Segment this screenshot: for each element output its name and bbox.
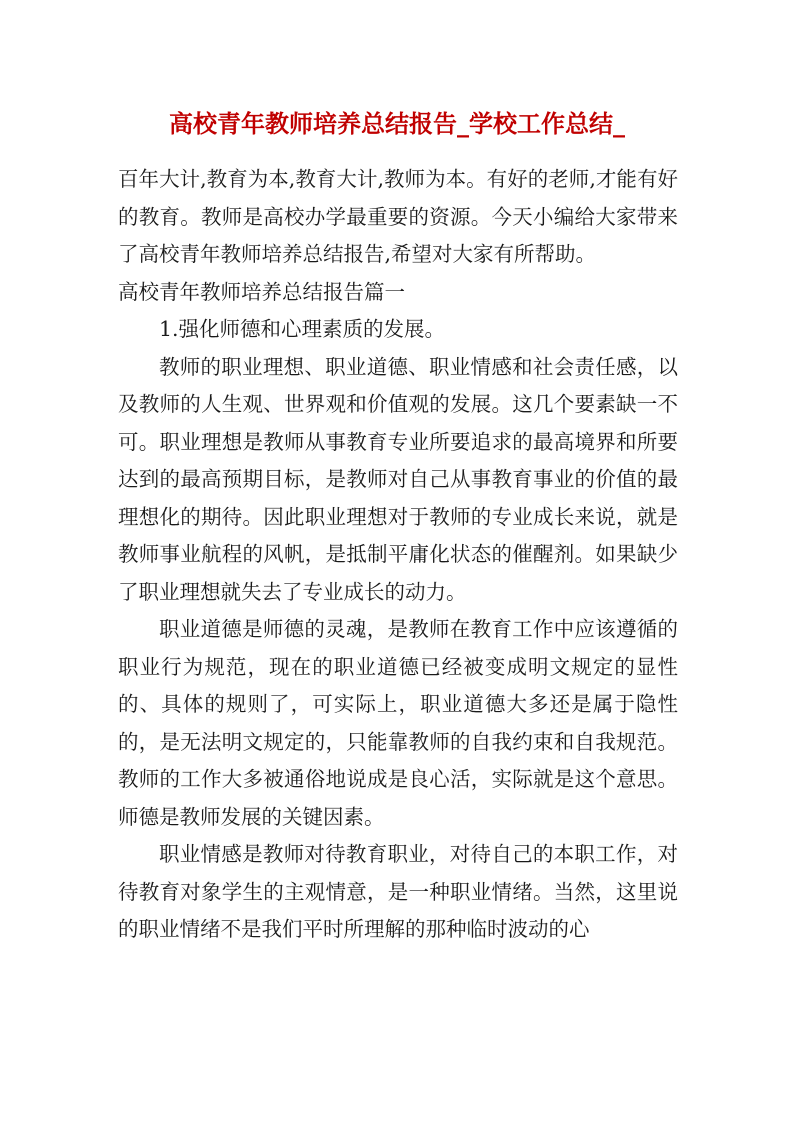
paragraph-career-ideal: 教师的职业理想、职业道德、职业情感和社会责任感，以及教师的人生观、世界观和价值观的发展。这几个要素缺一不可。职业理想是教师从事教育专业所要追求的最高境界和所要达到的最高预期目标，是教师对自己从事教育事业的价值的最理想化的期待。因此职业理想对于教师的专业成长来说，就是教师事业航程的风帆，是抵制平庸化状态的催醒剂。如果缺少了职业理想就失去了专业成长的动力。: [118, 354, 678, 604]
list-item-heading: 1.强化师德和心理素质的发展。: [159, 317, 446, 341]
paragraph-intro: 百年大计,教育为本,教育大计,教师为本。有好的老师,才能有好的教育。教师是高校办学最重要的资源。今天小编给大家带来了高校青年教师培养总结报告,希望对大家有所帮助。: [118, 167, 678, 266]
section-heading: 高校青年教师培养总结报告篇一: [118, 279, 405, 304]
paragraph-professional-ethics: 职业道德是师德的灵魂，是教师在教育工作中应该遵循的职业行为规范，现在的职业道德已经被变成明文规定的显性的、具体的规则了，可实际上，职业道德大多还是属于隐性的，是无法明文规定的，只能靠教师的自我约束和自我规范。教师的工作大多被通俗地说成是良心活，实际就是这个意思。师德是教师发展的关键因素。: [118, 617, 678, 829]
document-title: 高校青年教师培养总结报告_学校工作总结_: [169, 109, 625, 138]
document-body: [118, 161, 678, 949]
paragraph-professional-emotion: 职业情感是教师对待教育职业，对待自己的本职工作，对待教育对象学生的主观情意，是一种职业情绪。当然，这里说的职业情绪不是我们平时所理解的那种临时波动的心: [118, 842, 678, 941]
